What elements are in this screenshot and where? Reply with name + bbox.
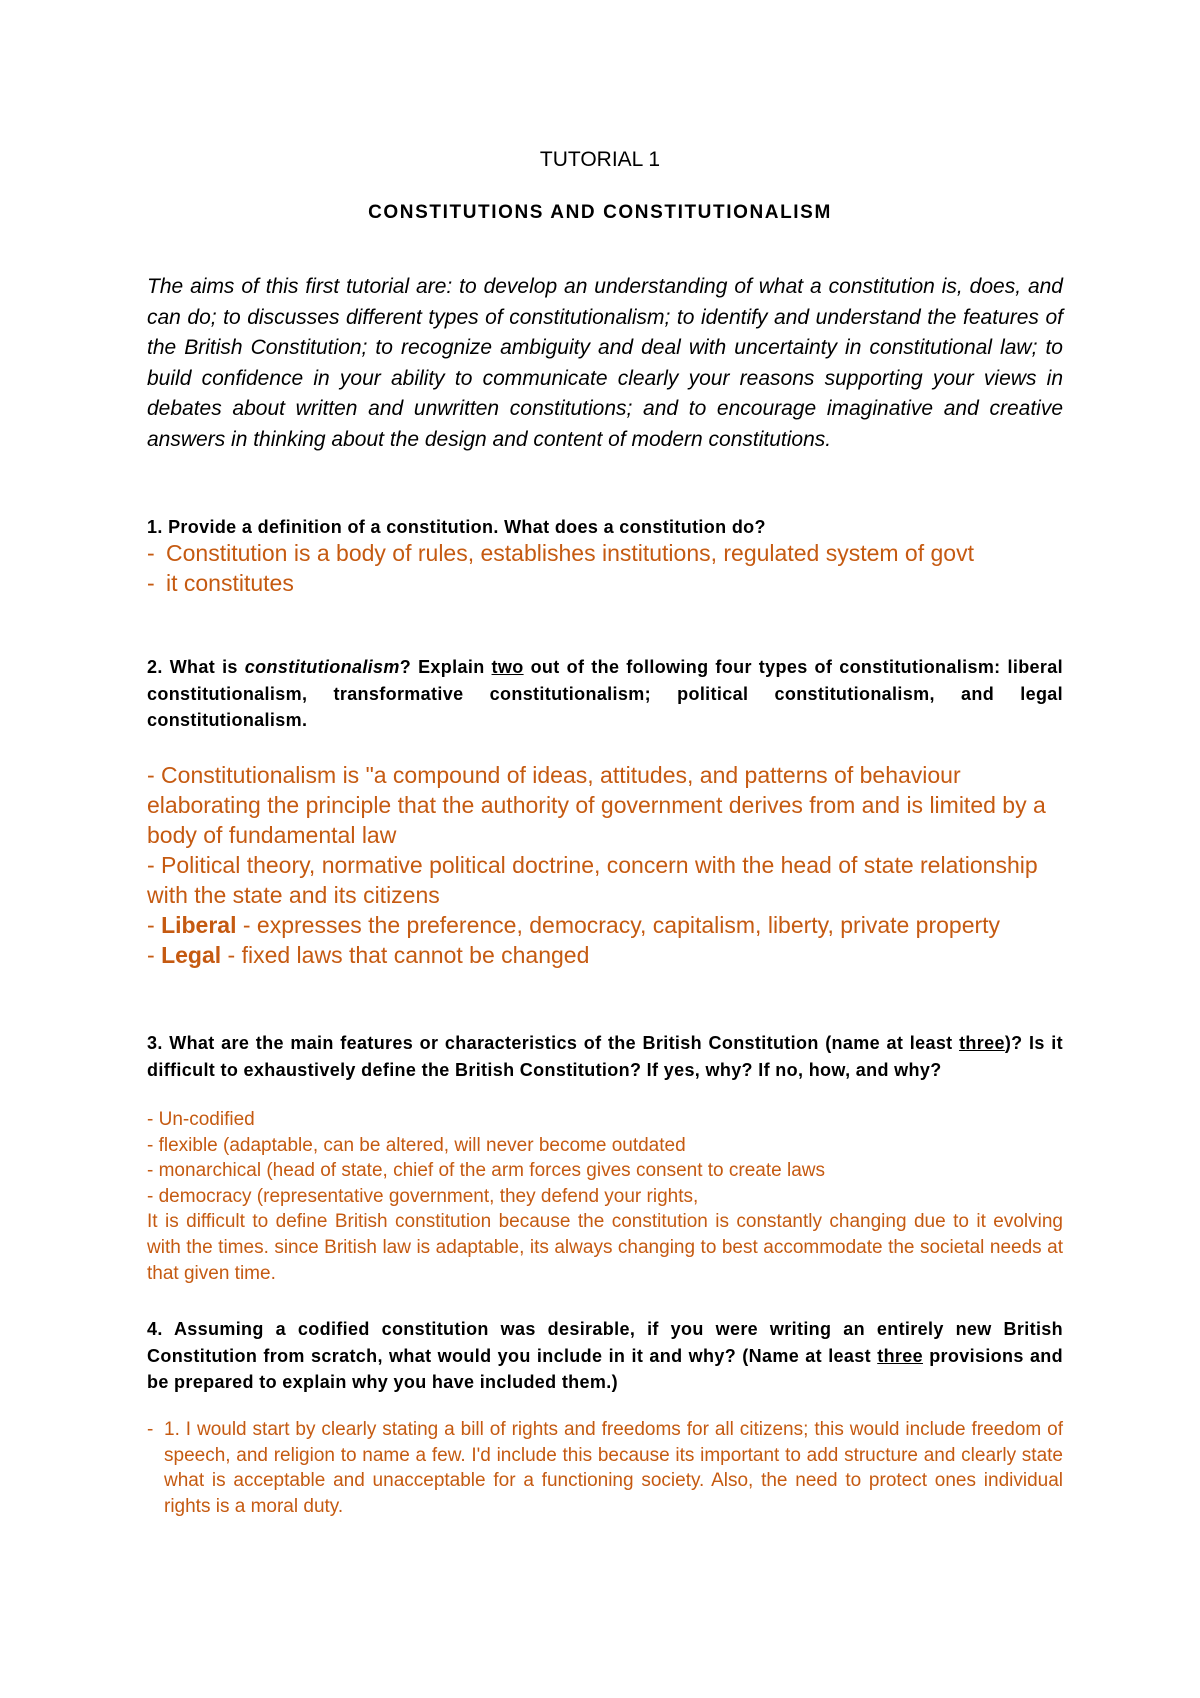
question-2-text: ? Explain <box>399 657 492 677</box>
answer-1-item: - Constitution is a body of rules, establishes institutions, regulated system of govt <box>147 540 974 566</box>
question-2 <box>147 654 1063 734</box>
question-2-underline: two <box>491 657 524 677</box>
answer-1-item-text: Constitution is a body of rules, establishes institutions, regulated system of govt <box>166 540 974 566</box>
question-1-number: 1. <box>147 517 163 537</box>
question-3-text: )? Is it difficult to exhaustively define the British Constitution? If yes, why? If no, how, and why? <box>147 1033 1063 1080</box>
answer-3-item: - democracy (representative government, they defend your rights, <box>147 1185 699 1207</box>
answer-1-item-text: it constitutes <box>166 570 294 596</box>
answer-3 <box>147 1107 1063 1286</box>
question-2-text: 2. What is <box>147 657 245 677</box>
answer-3-item: - Un-codified <box>147 1109 255 1130</box>
answer-3-item: - monarchical (head of state, chief of the arm forces gives consent to create laws <box>147 1160 825 1182</box>
question-1-text: Provide a definition of a constitution. What does a constitution do? <box>162 517 766 537</box>
question-4 <box>147 1316 1063 1396</box>
answer-2-line: - Political theory, normative political doctrine, concern with the head of state relationship with the state and its citizens <box>147 852 1038 908</box>
answer-4-text: 1. I would start by clearly stating a bill of rights and freedoms for all citizens; this would include freedom of speech, and religion to name a few. I'd include this because its important to add structure and clearly state what is acceptable and unacceptable for a functioning society. Also, the need to protect ones individual rights is a moral duty. <box>164 1419 1063 1517</box>
answer-2-term: Liberal <box>161 912 237 938</box>
question-4-underline: three <box>877 1345 923 1366</box>
answer-2-term: Legal <box>161 942 222 968</box>
answer-4: - 1. I would start by clearly stating a bill of rights and freedoms for all citizens; this would include freedom of speech, and religion to name a few. I'd include this because its important to add structure and clearly state what is acceptable and unacceptable for a functioning society. Also, the need to protect ones individual rights is a moral duty. <box>147 1417 1063 1519</box>
answer-1 <box>147 538 1063 598</box>
answer-3-item: - flexible (adaptable, can be altered, will never become outdated <box>147 1134 686 1156</box>
answer-2-definition: - expresses the preference, democracy, capitalism, liberty, private property <box>236 912 1001 938</box>
question-1 <box>147 514 1063 541</box>
answer-2-line <box>147 940 1063 970</box>
page-title: TUTORIAL 1 <box>539 148 661 171</box>
answer-2-line: - Constitutionalism is "a compound of ideas, attitudes, and patterns of behaviour elaborating the principle that the authority of government derives from and is limited by a body of fundamental law <box>147 762 1046 848</box>
aims-paragraph: The aims of this first tutorial are: to develop an understanding of what a constitution is, does, and can do; to discusses different types of constitutionalism; to identify and understand the features of the British Constitution; to recognize ambiguity and deal with uncertainty in constitutional law; to build confidence in your ability to communicate clearly your reasons supporting your views in debates about written and unwritten constitutions; and to encourage imaginative and creative answers in thinking about the design and content of modern constitutions. <box>147 275 1063 451</box>
question-4-text: 4. Assuming a codified constitution was desirable, if you were writing an entirely new British Constitution from scratch, what would you include in it and why? (Name at least <box>147 1319 1063 1366</box>
page-subtitle: CONSTITUTIONS AND CONSTITUTIONALISM <box>368 202 832 223</box>
question-3-underline: three <box>959 1033 1005 1053</box>
answer-2-line <box>147 910 1063 940</box>
question-2-text: out of the following four types of constitutionalism: liberal constitutionalism, transformative constitutionalism; political constitutionalism, and legal constitutionalism. <box>147 657 1063 730</box>
answer-2-definition: - fixed laws that cannot be changed <box>221 942 590 968</box>
answer-3-paragraph: It is difficult to define British constitution because the constitution is constantly changing due to it evolving with the times. since British law is adaptable, its always changing to best accommodate the societal needs at that given time. <box>147 1211 1063 1284</box>
answer-1-item: - it constitutes <box>147 570 294 596</box>
answer-2-prefix: - <box>147 912 162 938</box>
question-2-emphasis: constitutionalism <box>244 657 400 677</box>
question-3 <box>147 1030 1063 1083</box>
question-4-text: provisions and be prepared to explain why you have included them.) <box>147 1345 1063 1392</box>
answer-2 <box>147 760 1063 970</box>
question-3-text: 3. What are the main features or characteristics of the British Constitution (name at least <box>147 1033 960 1053</box>
answer-2-prefix: - <box>147 942 162 968</box>
